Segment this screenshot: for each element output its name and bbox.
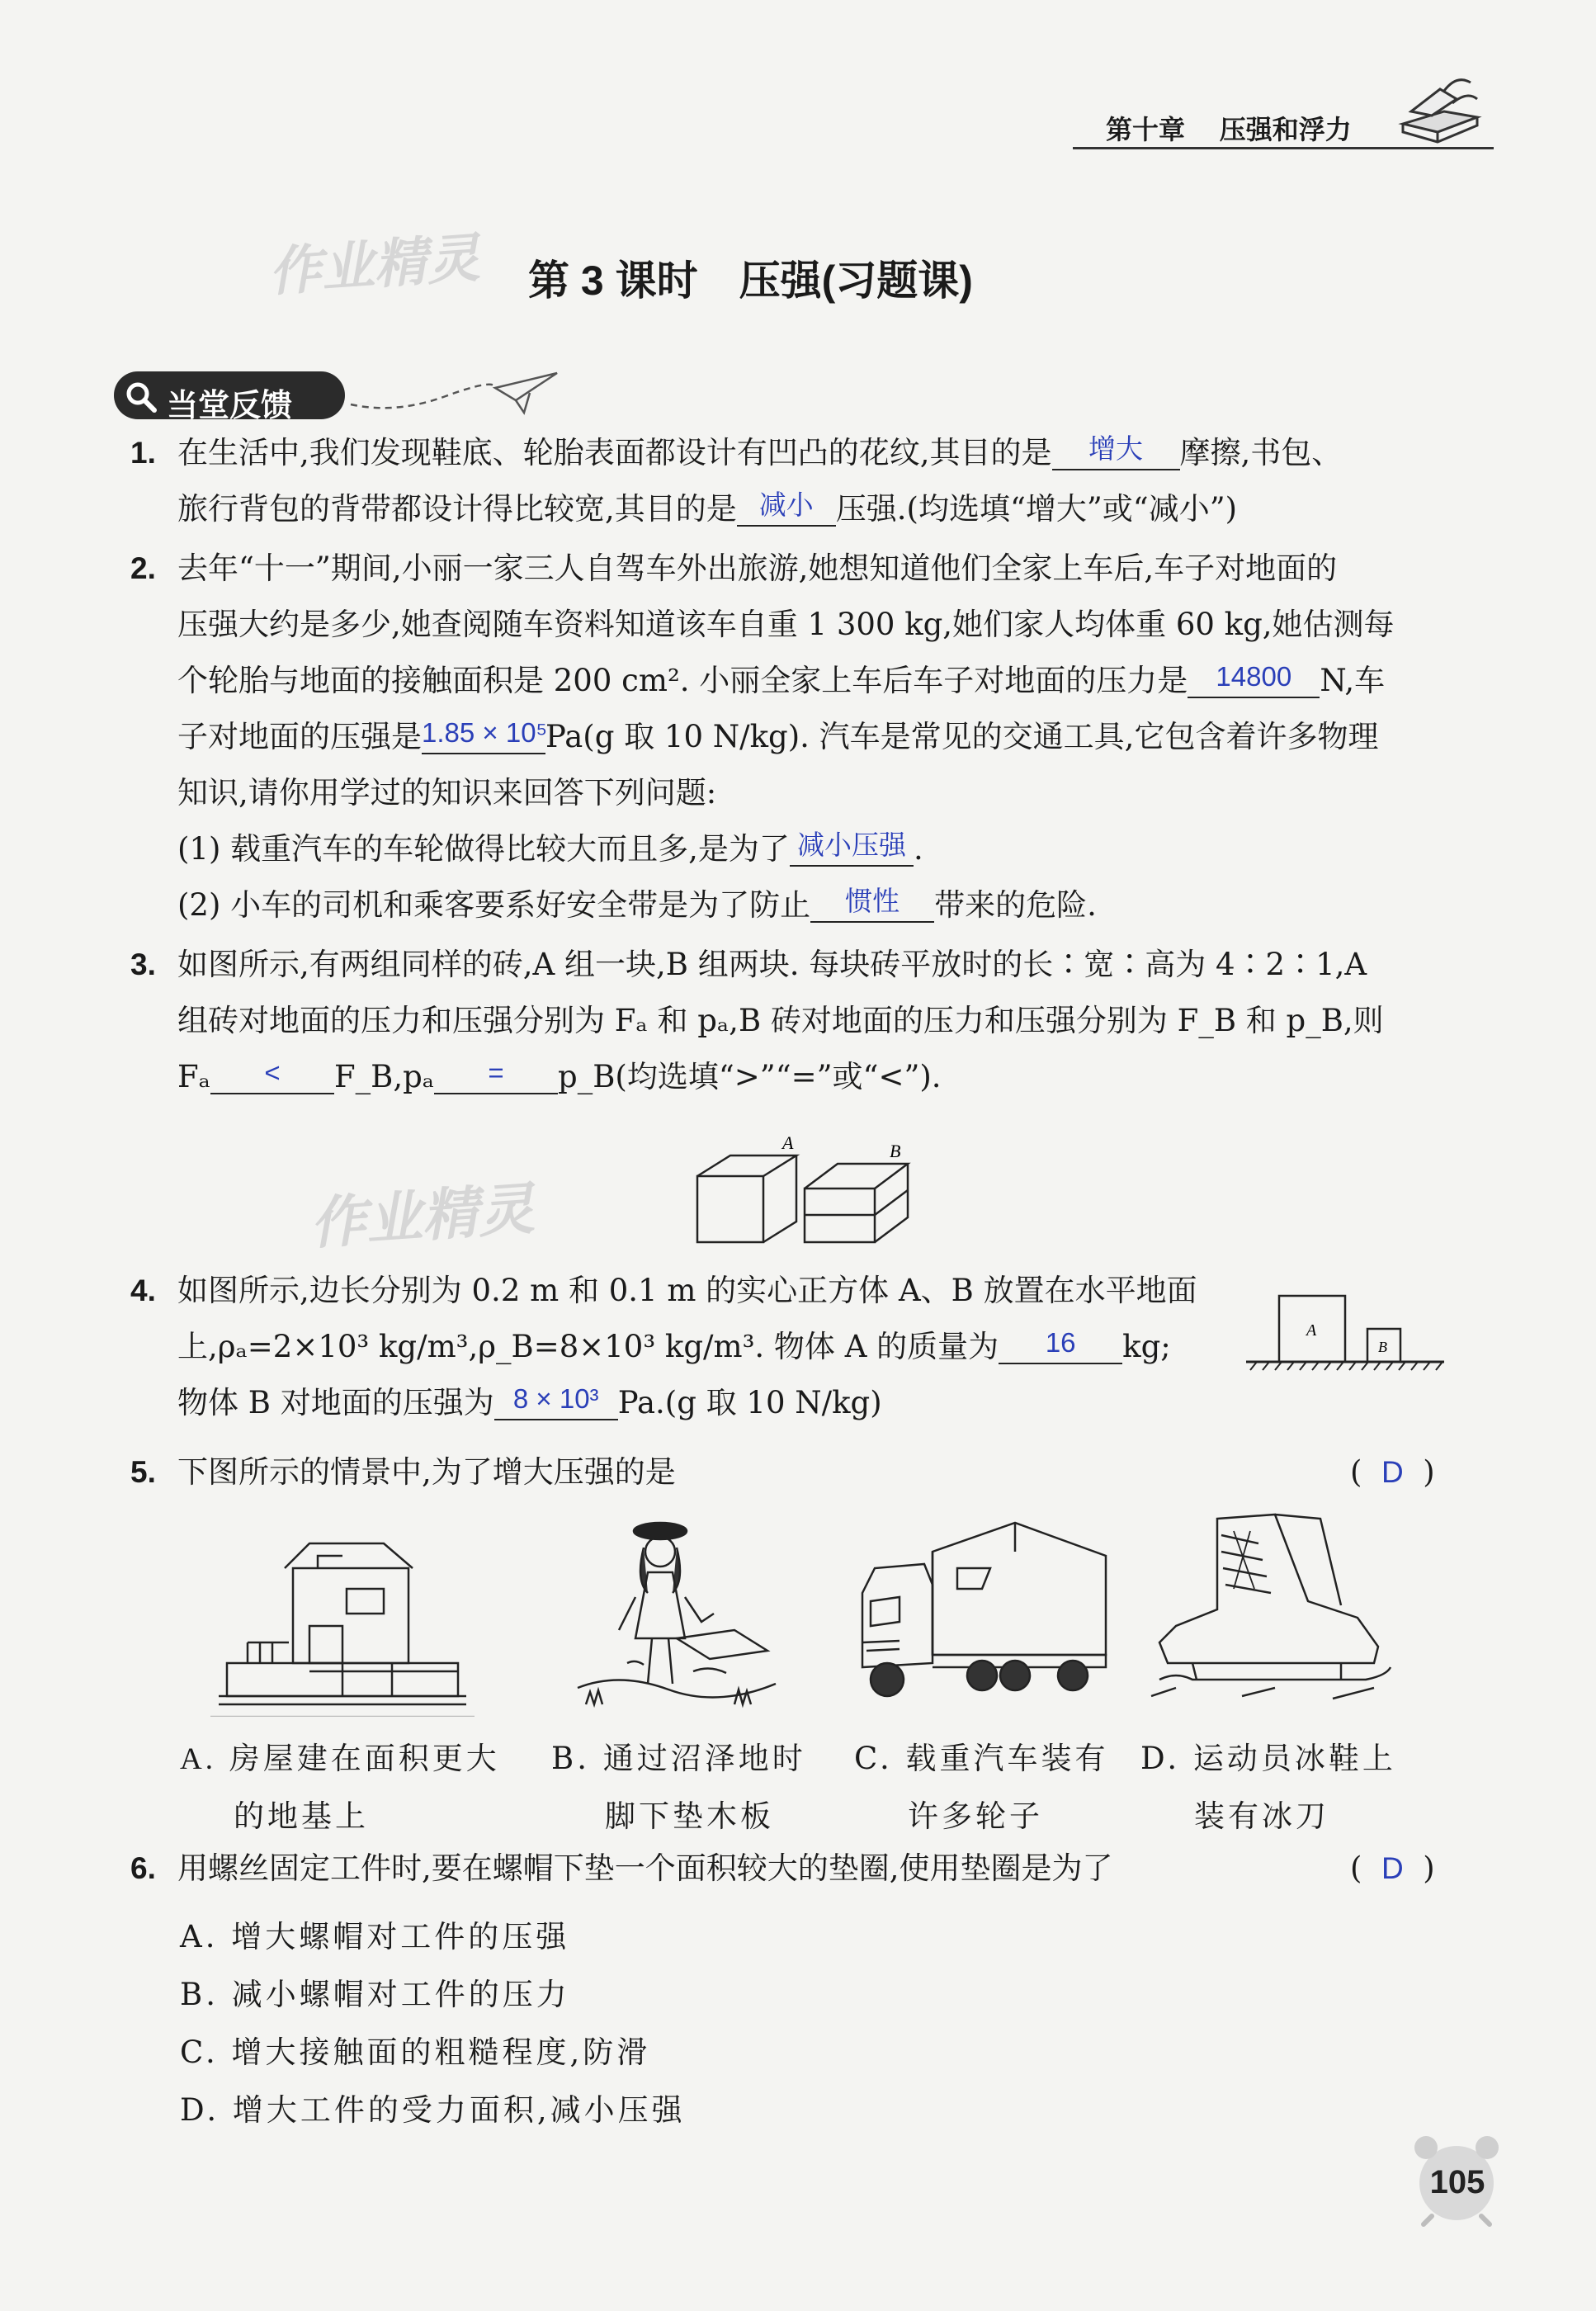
q3-fa: Fₐ bbox=[177, 1059, 210, 1094]
option-label: C. bbox=[854, 1741, 893, 1776]
q3-answer-force[interactable]: < bbox=[210, 1062, 334, 1094]
q3-pb: p_B(均选填“>”“=”或“<”). bbox=[558, 1059, 942, 1094]
question-number: 3. bbox=[130, 948, 156, 981]
q4-answer-pressure[interactable]: 8 × 10³ bbox=[494, 1388, 618, 1420]
option-text: 增大工件的受力面积,减小压强 bbox=[232, 2092, 686, 2128]
q1-answer-2[interactable]: 减小 bbox=[737, 494, 836, 527]
q1-text-1: 在生活中,我们发现鞋底、轮胎表面都设计有凹凸的花纹,其目的是 bbox=[177, 435, 1052, 470]
q2-answer-pressure[interactable]: 1.85 × 10⁵ bbox=[422, 722, 545, 754]
option-label: D. bbox=[180, 2092, 220, 2128]
q4-line-3: 物体 B 对地面的压强为 bbox=[177, 1385, 494, 1420]
question-number: 5. bbox=[130, 1455, 156, 1489]
q5-option-a[interactable] bbox=[180, 1733, 500, 1778]
magnifier-icon bbox=[124, 380, 158, 414]
q2-sub-2-end: 带来的危险. bbox=[934, 887, 1097, 923]
cube-a-label: A bbox=[1306, 1321, 1317, 1340]
chapter-number: 第十章 bbox=[1106, 115, 1186, 144]
question-number: 1. bbox=[130, 436, 156, 470]
question-number: 2. bbox=[130, 551, 156, 585]
chapter-title: 压强和浮力 bbox=[1219, 115, 1352, 144]
q5-option-c-line2: 许多轮子 bbox=[908, 1798, 1043, 1834]
option-label: C. bbox=[180, 2035, 219, 2070]
q2-line-4b: Pa(g 取 10 N/kg). 汽车是常见的交通工具,它包含着许多物理 bbox=[545, 719, 1379, 754]
q2-sub-2: (2) 小车的司机和乘客要系好安全带是为了防止 bbox=[177, 887, 811, 923]
brick-a-label: A bbox=[782, 1132, 794, 1153]
option-label: A. bbox=[180, 1919, 219, 1954]
option-label: A. bbox=[180, 1742, 216, 1776]
header-rule bbox=[1073, 147, 1494, 149]
q2-line-2: 压强大约是多少,她查阅随车资料知道该车自重 1 300 kg,她们家人均体重 60 kg,她估测每 bbox=[177, 607, 1395, 642]
q1-text-3: 旅行背包的背带都设计得比较宽,其目的是 bbox=[177, 491, 737, 527]
q3-line-2: 组砖对地面的压力和压强分别为 Fₐ 和 pₐ,B 砖对地面的压力和压强分别为 F_B 和 p_B,则 bbox=[177, 1003, 1384, 1038]
q2-line-3b: N,车 bbox=[1320, 663, 1386, 698]
q2-sub-1: (1) 载重汽车的车轮做得比较大而且多,是为了 bbox=[177, 831, 790, 867]
chapter-header bbox=[1106, 109, 1352, 147]
q5-stem: 下图所示的情景中,为了增大压强的是 bbox=[177, 1454, 676, 1490]
option-text: 通过沼泽地时 bbox=[602, 1741, 806, 1776]
question-number: 4. bbox=[130, 1274, 156, 1307]
bricks-figure bbox=[685, 1131, 933, 1255]
option-text: 房屋建在面积更大 bbox=[229, 1741, 500, 1776]
option-label: D. bbox=[1140, 1741, 1181, 1776]
watermark-top: 作业精灵 bbox=[267, 228, 482, 302]
ice-skate-picture bbox=[1143, 1510, 1407, 1717]
q2-line-3: 个轮胎与地面的接触面积是 200 cm². 小丽全家上车后车子对地面的压力是 bbox=[177, 663, 1188, 698]
q2-sub-1-end: . bbox=[913, 831, 923, 867]
q4-line-3b: Pa.(g 取 10 N/kg) bbox=[617, 1385, 882, 1420]
q5-option-a-line2: 的地基上 bbox=[234, 1798, 369, 1834]
q6-option-c[interactable] bbox=[180, 2027, 650, 2072]
option-text: 增大螺帽对工件的压强 bbox=[231, 1919, 570, 1954]
q4-line-1: 如图所示,边长分别为 0.2 m 和 0.1 m 的实心正方体 A、B 放置在水平地面 bbox=[177, 1273, 1197, 1308]
option-text: 载重汽车装有 bbox=[905, 1741, 1109, 1776]
swamp-girl-picture bbox=[569, 1515, 784, 1721]
q5-option-d[interactable] bbox=[1140, 1733, 1396, 1778]
option-text: 增大接触面的粗糙程度,防滑 bbox=[231, 2035, 651, 2070]
q5-option-c[interactable] bbox=[854, 1733, 1109, 1778]
q6-option-d[interactable] bbox=[180, 2085, 686, 2129]
q5-option-b-line2: 脚下垫木板 bbox=[605, 1798, 774, 1834]
page-number: 105 bbox=[1429, 2164, 1485, 2200]
q2-line-5: 知识,请你用学过的知识来回答下列问题: bbox=[177, 775, 717, 811]
q1-text-4: 压强.(均选填“增大”或“减小”) bbox=[835, 491, 1238, 527]
q6-option-b[interactable] bbox=[180, 1969, 570, 2014]
option-label: B. bbox=[551, 1741, 590, 1776]
q4-answer-mass[interactable]: 16 bbox=[999, 1332, 1122, 1364]
q6-answer: D bbox=[1381, 1851, 1404, 1885]
cubes-figure bbox=[1242, 1288, 1448, 1378]
q2-line-4: 子对地面的压强是 bbox=[177, 719, 422, 754]
watermark-middle: 作业精灵 bbox=[308, 1177, 536, 1256]
q2-answer-force[interactable]: 14800 bbox=[1188, 666, 1320, 698]
option-text: 运动员冰鞋上 bbox=[1192, 1741, 1396, 1776]
q6-answer-paren[interactable]: ( D ) bbox=[1350, 1850, 1435, 1886]
q4-line-2: 上,ρₐ=2×10³ kg/m³,ρ_B=8×10³ kg/m³. 物体 A 的质量为 bbox=[177, 1329, 999, 1364]
brick-b-label: B bbox=[890, 1141, 901, 1161]
q6-stem: 用螺丝固定工件时,要在螺帽下垫一个面积较大的垫圈,使用垫圈是为了 bbox=[177, 1850, 1113, 1886]
house-picture bbox=[210, 1527, 475, 1717]
section-badge-label: 当堂反馈 bbox=[167, 389, 293, 423]
q2-answer-sub2[interactable]: 惯性 bbox=[810, 891, 934, 923]
q1-answer-1[interactable]: 增大 bbox=[1052, 438, 1180, 470]
q1-text-2: 摩擦,书包、 bbox=[1179, 435, 1343, 470]
q5-option-d-line2: 装有冰刀 bbox=[1194, 1798, 1329, 1834]
q3-fb-pa: F_B,pₐ bbox=[333, 1059, 435, 1094]
option-text: 减小螺帽对工件的压力 bbox=[231, 1977, 570, 2012]
paper-plane-icon bbox=[347, 363, 561, 421]
q2-line-1: 去年“十一”期间,小丽一家三人自驾车外出旅游,她想知道他们全家上车后,车子对地面的 bbox=[177, 551, 1338, 586]
book-stack-icon bbox=[1395, 66, 1485, 149]
q5-answer-paren[interactable]: ( D ) bbox=[1350, 1454, 1435, 1490]
q4-line-2b: kg; bbox=[1122, 1329, 1171, 1364]
q3-answer-pressure[interactable]: = bbox=[434, 1062, 558, 1094]
q6-option-a[interactable] bbox=[180, 1912, 569, 1956]
option-label: B. bbox=[180, 1977, 219, 2012]
cube-b-label: B bbox=[1378, 1339, 1387, 1355]
question-number: 6. bbox=[130, 1851, 156, 1885]
q2-answer-sub1[interactable]: 减小压强 bbox=[790, 834, 914, 867]
truck-picture bbox=[850, 1519, 1114, 1717]
q5-answer: D bbox=[1381, 1455, 1404, 1489]
q3-line-1: 如图所示,有两组同样的砖,A 组一块,B 组两块. 每块砖平放时的长∶宽∶高为 4∶2∶1,A bbox=[177, 947, 1367, 982]
page-title: 第 3 课时 压强(习题课) bbox=[528, 258, 973, 304]
q5-option-b[interactable] bbox=[551, 1733, 806, 1778]
